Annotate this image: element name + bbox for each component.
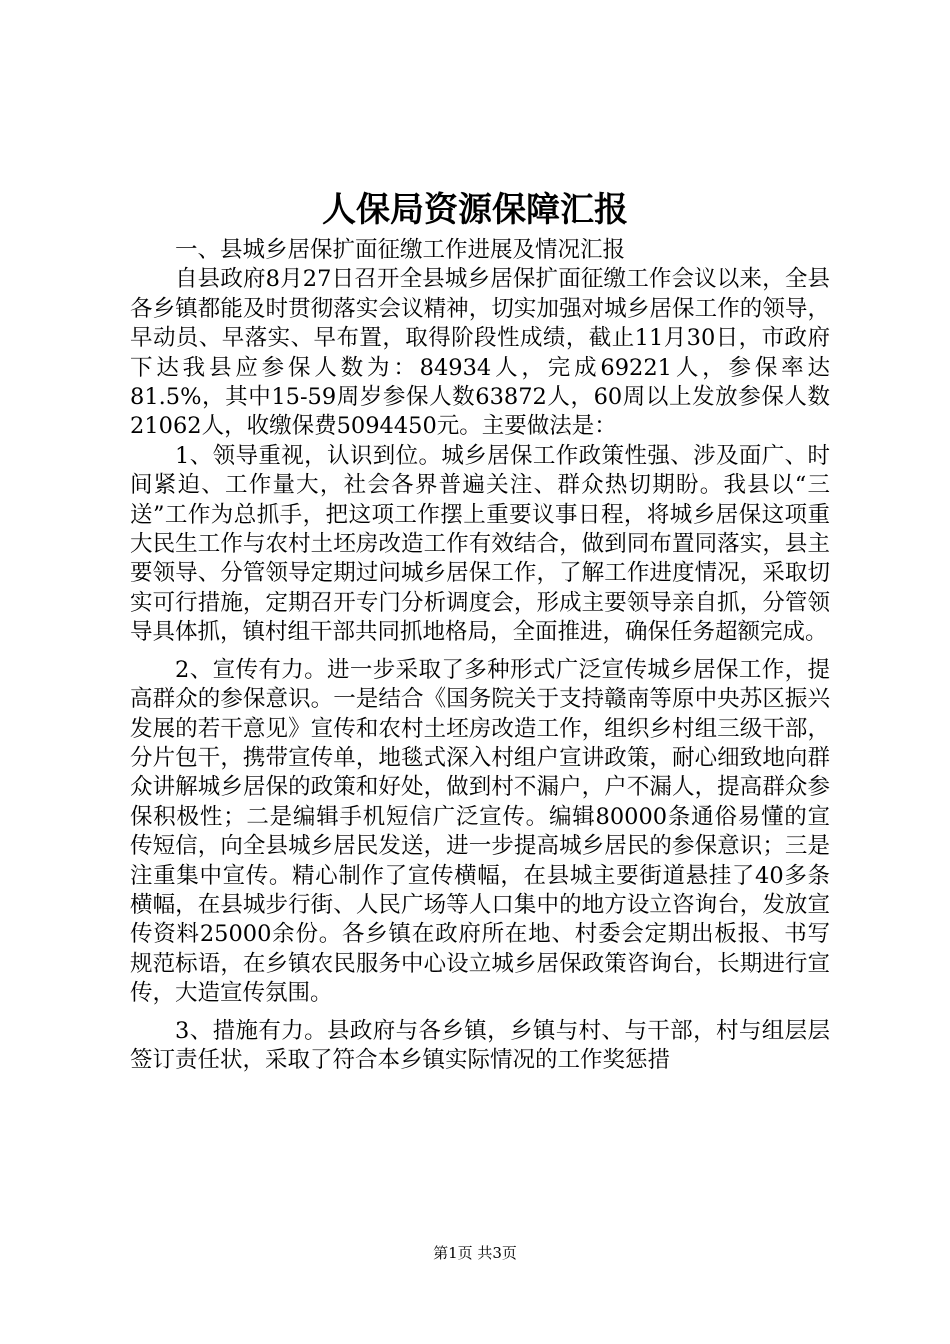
paragraph-intro: 自县政府8月27日召开全县城乡居保扩面征缴工作会议以来，全县各乡镇都能及时贯彻落实会议精神，切实加强对城乡居保工作的领导，早动员、早落实、早布置，取得阶段性成绩，截止11月30日，市政府下达我县应参保人数为：84934人，完成69221人，参保率达81.5%，其中15-59周岁参保人数63872人，60周以上发放参保人数21062人，收缴保费5094450元。主要做法是：	[130, 266, 830, 440]
section-heading: 一、县城乡居保扩面征缴工作进展及情况汇报	[175, 237, 626, 263]
page-footer: 第1页 共3页	[433, 1244, 517, 1262]
paragraph-leadership: 1、领导重视，认识到位。城乡居保工作政策性强、涉及面广、时间紧迫、工作量大，社会各界普遍关注、群众热切期盼。我县以“三送”工作为总抓手，把这项工作摆上重要议事日程，将城乡居保这项重大民生工作与农村土坯房改造工作有效结合，做到同布置同落实，县主要领导、分管领导定期过问城乡居保工作，了解工作进度情况，采取切实可行措施，定期召开专门分析调度会，形成主要领导亲自抓，分管领导具体抓，镇村组干部共同抓地格局，全面推进，确保任务超额完成。	[130, 442, 830, 646]
document-title: 人保局资源保障汇报	[322, 190, 628, 230]
paragraph-measures: 3、措施有力。县政府与各乡镇，乡镇与村、与干部，村与组层层签订责任状，采取了符合本乡镇实际情况的工作奖惩措	[130, 1017, 830, 1073]
document-body	[130, 236, 830, 1075]
paragraph-publicity: 2、宣传有力。进一步采取了多种形式广泛宣传城乡居保工作，提高群众的参保意识。一是结合《国务院关于支持赣南等原中央苏区振兴发展的若干意见》宣传和农村土坯房改造工作，组织乡村组三级干部，分片包干，携带宣传单，地毯式深入村组户宣讲政策，耐心细致地向群众讲解城乡居保的政策和好处，做到村不漏户，户不漏人，提高群众参保积极性；二是编辑手机短信广泛宣传。编辑80000条通俗易懂的宣传短信，向全县城乡居民发送，进一步提高城乡居民的参保意识；三是注重集中宣传。精心制作了宣传横幅，在县城主要街道悬挂了40多条横幅，在县城步行街、人民广场等人口集中的地方设立咨询台，发放宣传资料25000余份。各乡镇在政府所在地、村委会定期出板报、书写规范标语，在乡镇农民服务中心设立城乡居保政策咨询台，长期进行宣传，大造宣传氛围。	[130, 656, 830, 1007]
